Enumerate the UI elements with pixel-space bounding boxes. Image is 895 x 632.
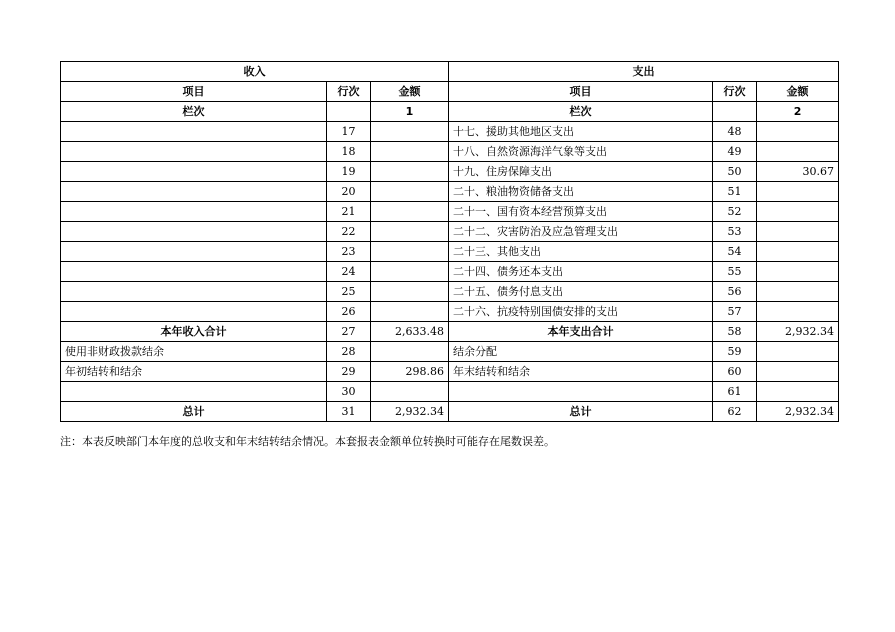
income-rowno-cell: 29: [327, 362, 371, 382]
expense-rowno-header: 行次: [713, 82, 757, 102]
income-rowno-cell: 24: [327, 262, 371, 282]
expense-item-cell: 二十五、债务付息支出: [449, 282, 713, 302]
income-rowno-cell: 20: [327, 182, 371, 202]
expense-amount-cell: [757, 122, 839, 142]
expense-rowno-cell: 50: [713, 162, 757, 182]
table-row: [61, 122, 839, 142]
table-row: [61, 262, 839, 282]
expense-rowno-cell: 52: [713, 202, 757, 222]
expense-amount-cell: [757, 182, 839, 202]
expense-item-cell: 年末结转和结余: [449, 362, 713, 382]
income-amount-cell: 2,932.34: [371, 402, 449, 422]
income-header: 收入: [61, 62, 449, 82]
income-item-header: 项目: [61, 82, 327, 102]
income-rowno-cell: 26: [327, 302, 371, 322]
income-item-cell: [61, 182, 327, 202]
income-item-cell: [61, 282, 327, 302]
income-item-cell: [61, 382, 327, 402]
income-item-cell: 本年收入合计: [61, 322, 327, 342]
income-item-cell: 使用非财政拨款结余: [61, 342, 327, 362]
table-row: [61, 142, 839, 162]
expense-rowno-cell: 57: [713, 302, 757, 322]
income-col-index-label: 栏次: [61, 102, 327, 122]
income-item-cell: [61, 142, 327, 162]
income-amount-cell: [371, 222, 449, 242]
expense-amount-cell: [757, 342, 839, 362]
table-row: [61, 302, 839, 322]
table-row: [61, 162, 839, 182]
income-amount-cell: [371, 182, 449, 202]
income-rowno-header: 行次: [327, 82, 371, 102]
expense-item-cell: 本年支出合计: [449, 322, 713, 342]
expense-amount-cell: [757, 202, 839, 222]
expense-amount-cell: 2,932.34: [757, 322, 839, 342]
income-amount-header: 金额: [371, 82, 449, 102]
expense-item-cell: 二十二、灾害防治及应急管理支出: [449, 222, 713, 242]
income-rowno-cell: 18: [327, 142, 371, 162]
income-amount-cell: [371, 302, 449, 322]
expense-item-cell: 二十六、抗疫特别国债安排的支出: [449, 302, 713, 322]
expense-item-cell: 十八、自然资源海洋气象等支出: [449, 142, 713, 162]
income-item-cell: [61, 262, 327, 282]
income-rowno-cell: 17: [327, 122, 371, 142]
income-amount-cell: [371, 242, 449, 262]
expense-amount-cell: [757, 382, 839, 402]
income-item-cell: 总计: [61, 402, 327, 422]
expense-amount-cell: 2,932.34: [757, 402, 839, 422]
income-rowno-cell: 25: [327, 282, 371, 302]
income-amount-cell: [371, 342, 449, 362]
income-rowno-cell: 30: [327, 382, 371, 402]
expense-amount-cell: [757, 302, 839, 322]
income-amount-cell: [371, 162, 449, 182]
expense-rowno-cell: 53: [713, 222, 757, 242]
income-amount-cell: [371, 122, 449, 142]
income-amount-cell: [371, 382, 449, 402]
expense-col-index-label: 栏次: [449, 102, 713, 122]
expense-item-cell: 结余分配: [449, 342, 713, 362]
income-rowno-cell: 19: [327, 162, 371, 182]
table-row: [61, 342, 839, 362]
expense-col-index-rowno: [713, 102, 757, 122]
income-item-cell: [61, 242, 327, 262]
expense-rowno-cell: 62: [713, 402, 757, 422]
section-header-row: [61, 62, 839, 82]
expense-rowno-cell: 61: [713, 382, 757, 402]
income-expense-table: [60, 61, 839, 422]
expense-rowno-cell: 55: [713, 262, 757, 282]
income-rowno-cell: 28: [327, 342, 371, 362]
expense-rowno-cell: 49: [713, 142, 757, 162]
table-row: [61, 282, 839, 302]
column-index-row: [61, 102, 839, 122]
income-rowno-cell: 22: [327, 222, 371, 242]
expense-rowno-cell: 48: [713, 122, 757, 142]
expense-item-cell: [449, 382, 713, 402]
income-amount-cell: [371, 202, 449, 222]
income-amount-cell: 2,633.48: [371, 322, 449, 342]
expense-amount-cell: [757, 262, 839, 282]
expense-amount-cell: [757, 282, 839, 302]
expense-rowno-cell: 59: [713, 342, 757, 362]
income-amount-cell: [371, 142, 449, 162]
table-row: [61, 362, 839, 382]
income-item-cell: [61, 222, 327, 242]
income-item-cell: 年初结转和结余: [61, 362, 327, 382]
expense-col-index-amount: 2: [757, 102, 839, 122]
expense-item-cell: 二十、粮油物资储备支出: [449, 182, 713, 202]
column-header-row: [61, 82, 839, 102]
income-item-cell: [61, 162, 327, 182]
expense-item-cell: 十七、援助其他地区支出: [449, 122, 713, 142]
expense-item-cell: 十九、住房保障支出: [449, 162, 713, 182]
grand-total-row: [61, 402, 839, 422]
table-row: [61, 382, 839, 402]
expense-rowno-cell: 60: [713, 362, 757, 382]
expense-item-cell: 二十一、国有资本经营预算支出: [449, 202, 713, 222]
expense-item-header: 项目: [449, 82, 713, 102]
income-rowno-cell: 23: [327, 242, 371, 262]
table-row: [61, 182, 839, 202]
income-col-index-amount: 1: [371, 102, 449, 122]
expense-amount-cell: [757, 222, 839, 242]
expense-amount-cell: [757, 242, 839, 262]
expense-rowno-cell: 58: [713, 322, 757, 342]
income-rowno-cell: 21: [327, 202, 371, 222]
income-item-cell: [61, 202, 327, 222]
income-amount-cell: 298.86: [371, 362, 449, 382]
expense-amount-header: 金额: [757, 82, 839, 102]
income-amount-cell: [371, 262, 449, 282]
table-row: [61, 202, 839, 222]
table-row: [61, 222, 839, 242]
expense-rowno-cell: 54: [713, 242, 757, 262]
expense-amount-cell: [757, 362, 839, 382]
expense-amount-cell: [757, 142, 839, 162]
expense-header: 支出: [449, 62, 839, 82]
income-rowno-cell: 27: [327, 322, 371, 342]
expense-rowno-cell: 56: [713, 282, 757, 302]
expense-rowno-cell: 51: [713, 182, 757, 202]
expense-item-cell: 二十四、债务还本支出: [449, 262, 713, 282]
income-col-index-rowno: [327, 102, 371, 122]
expense-item-cell: 总计: [449, 402, 713, 422]
expense-item-cell: 二十三、其他支出: [449, 242, 713, 262]
expense-amount-cell: 30.67: [757, 162, 839, 182]
year-total-row: [61, 322, 839, 342]
income-rowno-cell: 31: [327, 402, 371, 422]
table-row: [61, 242, 839, 262]
income-item-cell: [61, 122, 327, 142]
footnote: 注：本表反映部门本年度的总收支和年末结转结余情况。本套报表金额单位转换时可能存在尾数误差。: [60, 435, 555, 448]
income-amount-cell: [371, 282, 449, 302]
income-item-cell: [61, 302, 327, 322]
